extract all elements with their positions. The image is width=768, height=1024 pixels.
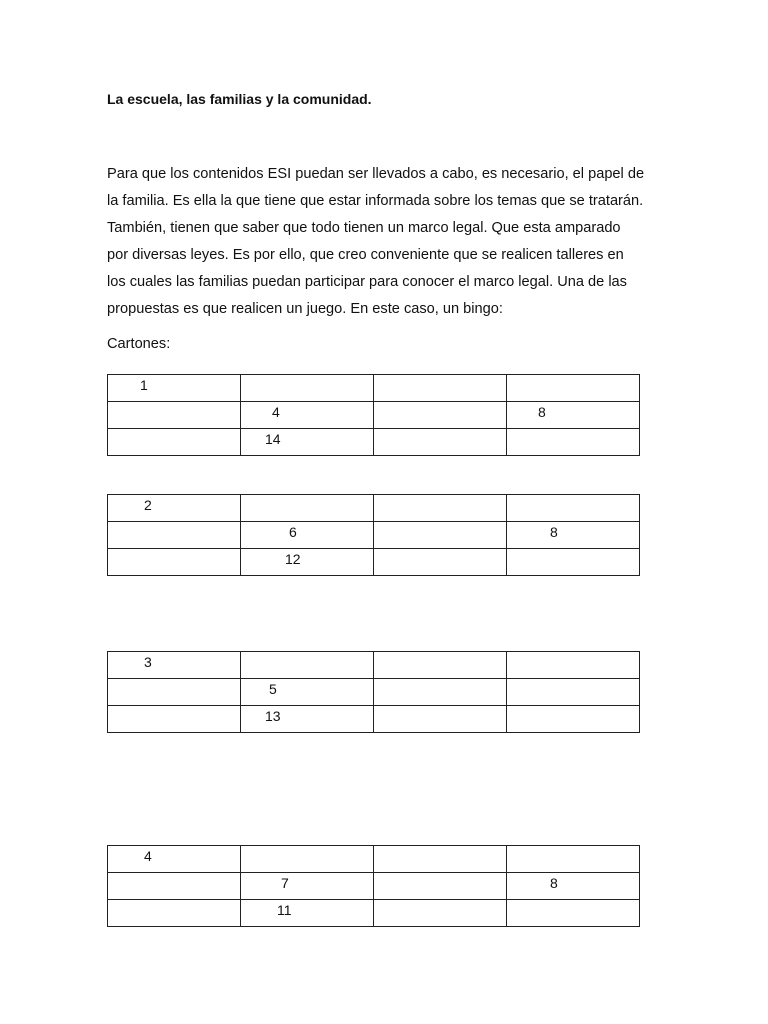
card-cell — [108, 846, 241, 873]
card-cell — [241, 402, 374, 429]
card-number: 7 — [281, 875, 289, 891]
cartones-label: Cartones: — [107, 336, 171, 352]
card-row — [108, 846, 640, 873]
card-cell — [507, 900, 640, 927]
card-number: 12 — [285, 551, 301, 567]
card-cell — [241, 549, 374, 576]
card-cell — [108, 429, 241, 456]
card-cell — [108, 679, 241, 706]
card-number: 11 — [277, 902, 292, 918]
card-cell — [374, 429, 507, 456]
card-cell — [507, 495, 640, 522]
card-cell — [241, 706, 374, 733]
card-row — [108, 375, 640, 402]
card-cell — [374, 375, 507, 402]
card-cell — [507, 522, 640, 549]
card-cell — [507, 402, 640, 429]
card-cell — [108, 900, 241, 927]
card-number: 4 — [144, 848, 152, 864]
card-cell — [108, 652, 241, 679]
card-number: 6 — [289, 524, 297, 540]
document-title: La escuela, las familias y la comunidad. — [107, 91, 372, 107]
card-number: 3 — [144, 654, 152, 670]
card-row — [108, 706, 640, 733]
bingo-card — [107, 651, 640, 733]
paragraph-line: Para que los contenidos ESI puedan ser llevados a cabo, es necesario, el papel de — [107, 166, 645, 182]
card-cell — [241, 679, 374, 706]
card-cell — [507, 873, 640, 900]
card-cell — [108, 402, 241, 429]
card-cell — [374, 846, 507, 873]
card-cell — [241, 900, 374, 927]
card-row — [108, 402, 640, 429]
paragraph-line: por diversas leyes. Es por ello, que creo conveniente que se realicen talleres en — [107, 247, 624, 263]
card-number: 8 — [550, 524, 558, 540]
card-number: 8 — [538, 404, 546, 420]
card-cell — [507, 429, 640, 456]
card-cell — [507, 375, 640, 402]
card-number: 8 — [550, 875, 558, 891]
card-number: 1 — [140, 377, 148, 393]
card-row — [108, 900, 640, 927]
card-cell — [241, 495, 374, 522]
card-cell — [374, 495, 507, 522]
card-number: 14 — [265, 431, 281, 447]
card-row — [108, 495, 640, 522]
card-cell — [374, 522, 507, 549]
card-cell — [507, 679, 640, 706]
card-cell — [374, 706, 507, 733]
card-number: 4 — [272, 404, 280, 420]
card-cell — [374, 652, 507, 679]
card-cell — [241, 873, 374, 900]
card-cell — [108, 495, 241, 522]
bingo-card — [107, 845, 640, 927]
card-number: 13 — [265, 708, 281, 724]
card-number: 2 — [144, 497, 152, 513]
card-cell — [374, 900, 507, 927]
bingo-card — [107, 374, 640, 456]
bingo-card — [107, 494, 640, 576]
paragraph-line: propuestas es que realicen un juego. En este caso, un bingo: — [107, 301, 503, 317]
card-row — [108, 429, 640, 456]
paragraph-line: la familia. Es ella la que tiene que estar informada sobre los temas que se tratarán. — [107, 193, 644, 209]
card-cell — [108, 873, 241, 900]
card-cell — [374, 549, 507, 576]
card-cell — [108, 375, 241, 402]
card-row — [108, 679, 640, 706]
card-cell — [108, 706, 241, 733]
card-cell — [108, 522, 241, 549]
card-cell — [241, 522, 374, 549]
card-cell — [507, 549, 640, 576]
card-cell — [241, 846, 374, 873]
card-row — [108, 652, 640, 679]
card-cell — [507, 652, 640, 679]
card-row — [108, 549, 640, 576]
card-cell — [374, 873, 507, 900]
card-number: 5 — [269, 681, 277, 697]
card-cell — [374, 679, 507, 706]
card-cell — [507, 846, 640, 873]
paragraph-line: los cuales las familias puedan participar para conocer el marco legal. Una de las — [107, 274, 627, 290]
card-cell — [241, 429, 374, 456]
card-row — [108, 522, 640, 549]
paragraph-line: También, tienen que saber que todo tienen un marco legal. Que esta amparado — [107, 220, 621, 236]
card-cell — [108, 549, 241, 576]
card-cell — [374, 402, 507, 429]
card-cell — [507, 706, 640, 733]
card-cell — [241, 652, 374, 679]
card-cell — [241, 375, 374, 402]
body-paragraph — [107, 161, 667, 323]
card-row — [108, 873, 640, 900]
